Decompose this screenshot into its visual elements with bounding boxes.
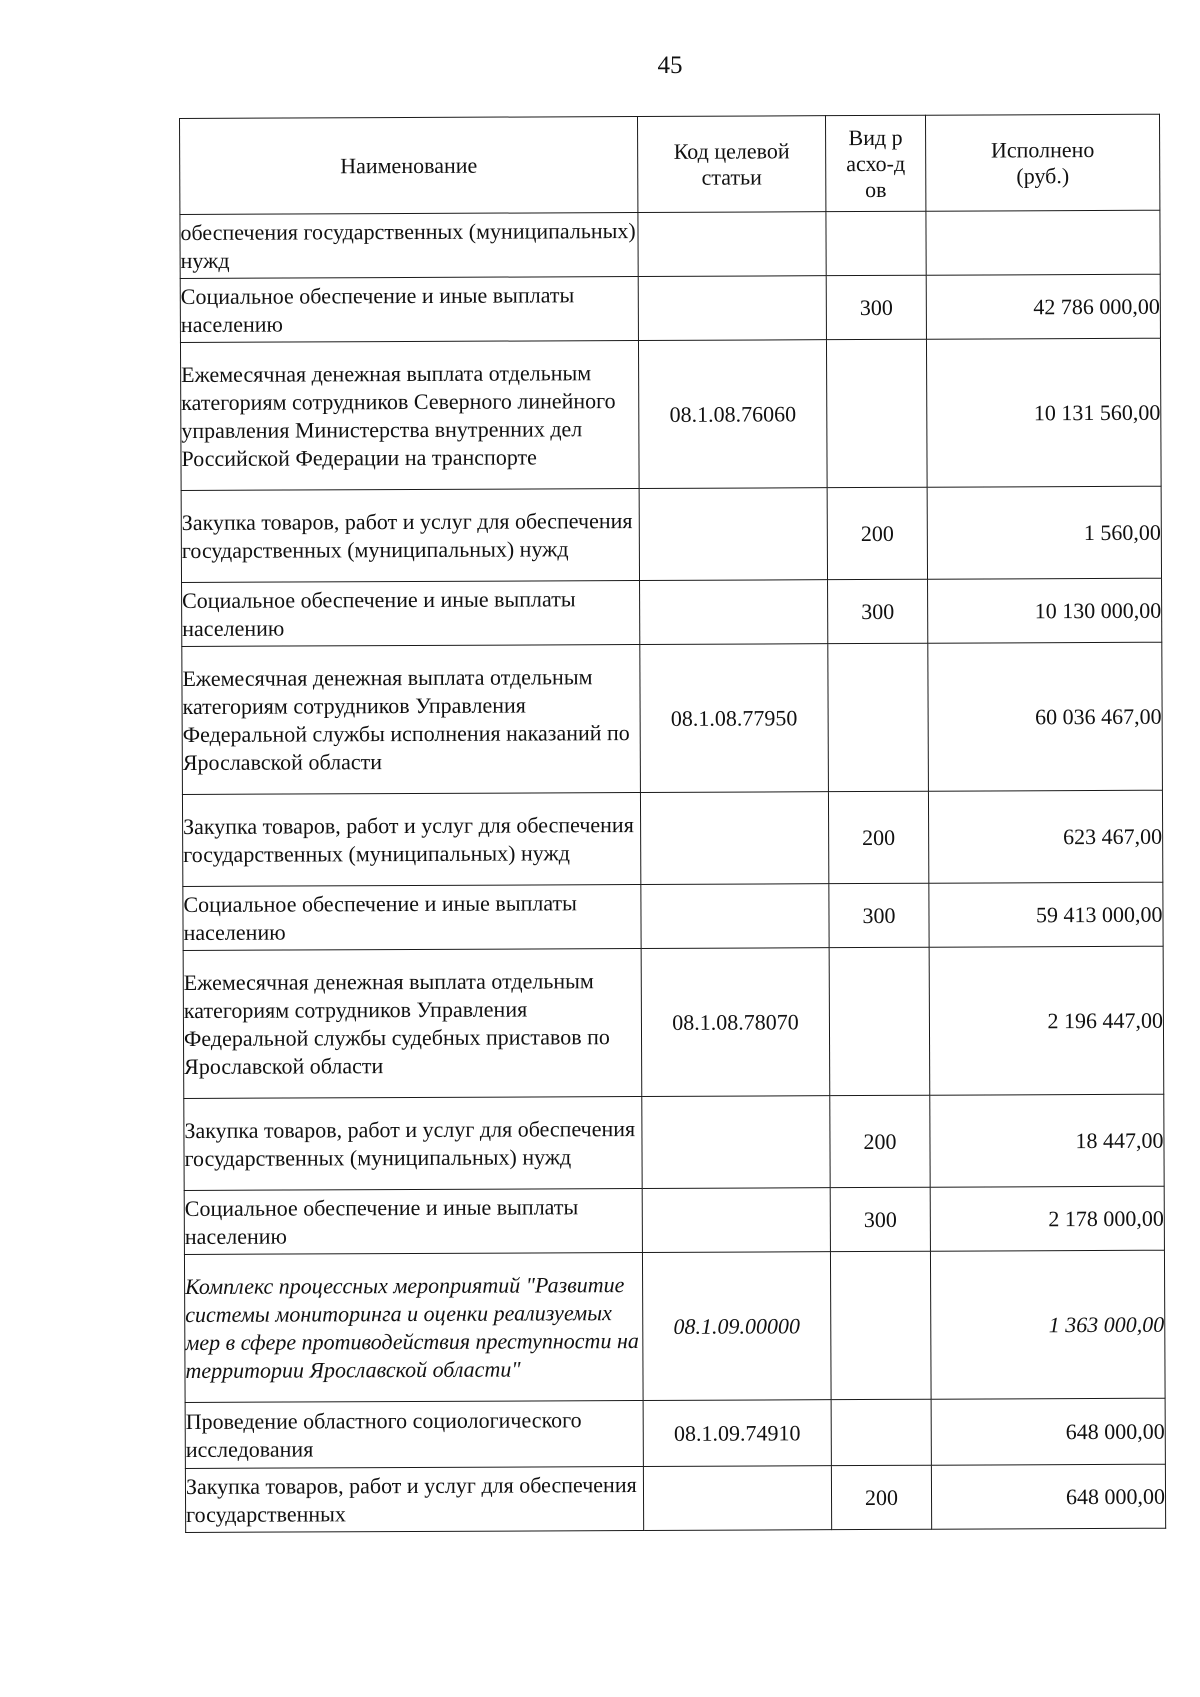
row-kind-cell: 200 [828,791,928,883]
table-row [185,1464,1165,1532]
row-amount-cell: 1 363 000,00 [930,1250,1165,1399]
table-header-row [180,114,1160,214]
row-kind-cell: 300 [826,275,926,339]
table-row [180,210,1160,278]
row-kind-cell: 200 [831,1465,931,1529]
table-row [184,1094,1164,1190]
row-name-cell: Комплекс процессных мероприятий "Развитие системы мониторинга и оценки реализуемых мер в сфере противодействия преступности на территории Ярославской области" [184,1252,643,1402]
table-row [180,274,1160,342]
row-code-cell: 08.1.08.77950 [640,644,829,793]
row-amount-cell: 42 786 000,00 [926,274,1160,339]
row-amount-cell: 648 000,00 [931,1398,1165,1465]
row-code-cell: 08.1.08.76060 [638,340,827,489]
row-amount-cell: 59 413 000,00 [929,882,1163,947]
row-name-cell: Ежемесячная денежная выплата отдельным категориям сотрудников Управления Федеральной службы исполнения наказаний по Ярославской области [182,644,641,794]
row-name-cell: Социальное обеспечение и иные выплаты населению [182,580,640,646]
row-code-cell [638,276,826,341]
row-code-cell [638,212,826,277]
row-name-cell: Социальное обеспечение и иные выплаты населению [183,884,641,950]
page-number: 45 [657,52,683,79]
row-name-cell: Социальное обеспечение и иные выплаты населению [184,1188,642,1254]
row-kind-cell: 300 [828,579,928,643]
row-amount-cell: 2 196 447,00 [929,946,1164,1095]
row-kind-cell [830,1251,931,1399]
row-code-cell [640,580,828,645]
row-name-cell: Ежемесячная денежная выплата отдельным категориям сотрудников Северного линейного управления Министерства внутренних дел Российской Федерации на транспорте [180,340,639,490]
row-amount-cell: 648 000,00 [931,1464,1165,1529]
row-name-cell: Ежемесячная денежная выплата отдельным категориям сотрудников Управления Федеральной службы судебных приставов по Ярославской области [183,948,642,1098]
row-amount-cell: 623 467,00 [928,790,1162,883]
table-row [181,486,1161,582]
table-row [183,882,1163,950]
row-kind-cell [826,211,926,275]
header-amount-text: Исполнено (руб.) [990,136,1095,188]
table-row-program [184,1250,1165,1402]
row-kind-cell: 200 [827,487,927,579]
row-name-cell: Социальное обеспечение и иные выплаты населению [180,276,638,342]
header-amount [925,114,1159,211]
row-kind-cell [829,947,930,1095]
row-code-cell [639,488,827,581]
row-amount-cell: 10 131 560,00 [926,338,1161,487]
row-amount-cell: 2 178 000,00 [930,1186,1164,1251]
table-row [183,946,1164,1098]
row-code-cell [642,1188,830,1253]
row-amount-cell: 10 130 000,00 [928,578,1162,643]
header-kind-text: Вид расхо-дов [846,124,906,202]
header-kind [825,115,925,211]
row-kind-cell: 200 [830,1095,930,1187]
table-row [185,1398,1165,1468]
budget-execution-table [179,114,1166,1533]
row-name-cell: Закупка товаров, работ и услуг для обеспечения государственных (муниципальных) нужд [182,792,640,886]
row-kind-cell [826,339,927,487]
header-code [637,116,825,213]
table-row [182,578,1162,646]
row-code-cell: 08.1.08.78070 [641,948,830,1097]
row-kind-cell: 300 [830,1187,930,1251]
row-amount-cell: 18 447,00 [930,1094,1164,1187]
row-code-cell: 08.1.09.74910 [643,1400,831,1467]
row-name-cell: Закупка товаров, работ и услуг для обеспечения государственных (муниципальных) нужд [181,488,639,582]
row-name-cell: обеспечения государственных (муниципальных) нужд [180,212,638,278]
row-amount-cell [926,210,1160,275]
row-kind-cell: 300 [829,883,929,947]
header-name: Наименование [180,116,638,214]
header-code-text: Код целевой статьи [673,137,790,190]
row-name-cell: Закупка товаров, работ и услуг для обеспечения государственных [185,1466,643,1532]
row-code-cell: 08.1.09.00000 [642,1252,831,1401]
row-name-cell: Проведение областного социологического исследования [185,1400,643,1468]
row-code-cell [640,792,828,885]
row-code-cell [642,1096,830,1189]
table-row [182,790,1162,886]
row-kind-cell [831,1399,931,1465]
table-row [182,642,1163,794]
row-code-cell [641,884,829,949]
table-row [184,1186,1164,1254]
table-row [180,338,1161,490]
row-name-cell: Закупка товаров, работ и услуг для обеспечения государственных (муниципальных) нужд [184,1096,642,1190]
row-code-cell [643,1466,831,1531]
row-amount-cell: 60 036 467,00 [928,642,1163,791]
row-kind-cell [828,643,929,791]
row-amount-cell: 1 560,00 [927,486,1161,579]
